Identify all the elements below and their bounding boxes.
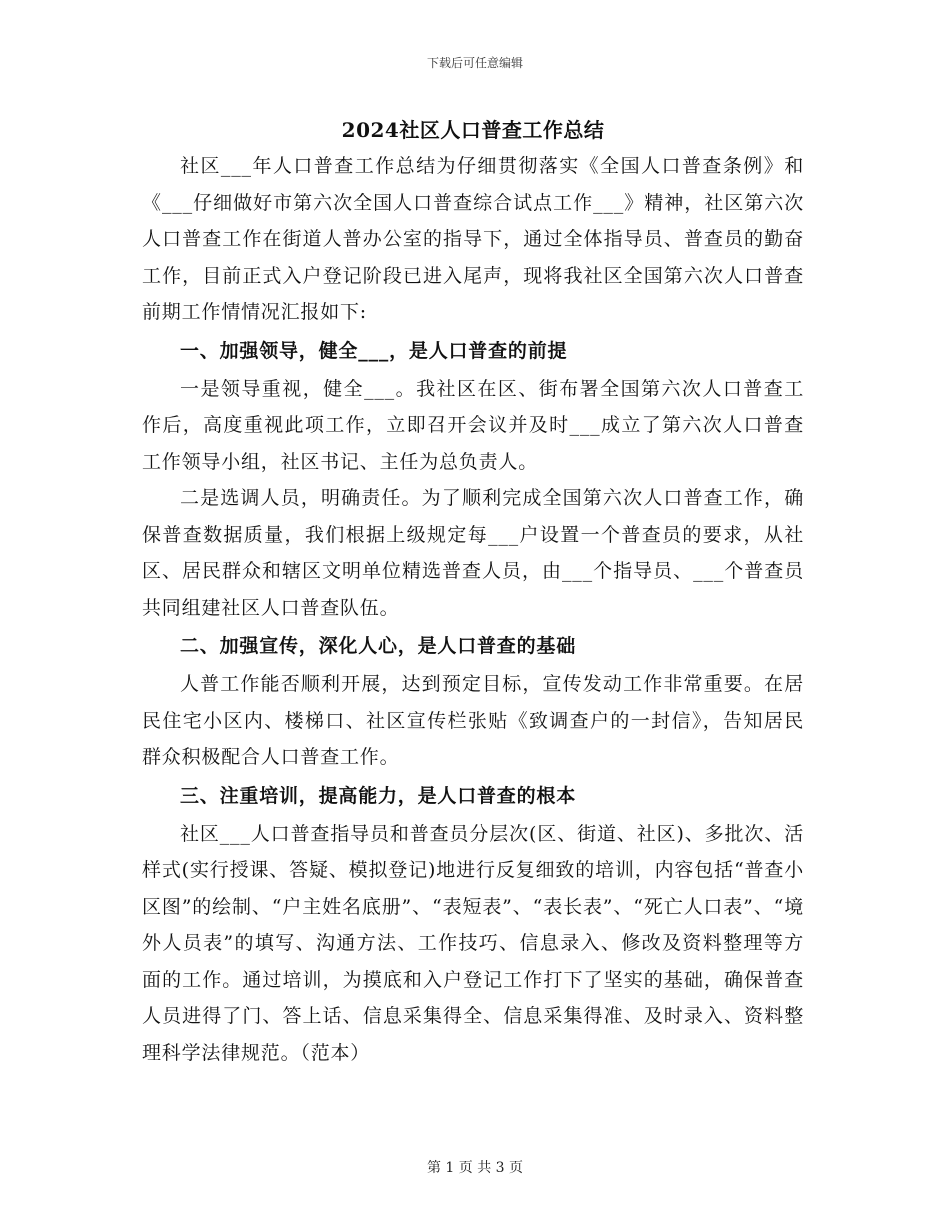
- section-heading-2: 二、加强宣传，深化人心，是人口普查的基础: [180, 635, 577, 657]
- document-body: [142, 112, 804, 1071]
- page-footer-info: 第 1 页 共 3 页: [426, 1160, 524, 1176]
- section3-paragraph-1: 社区___人口普查指导员和普查员分层次(区、街道、社区)、多批次、活样式(实行授课、答疑、模拟登记)地进行反复细致的培训，内容包括“普查小区图”的绘制、“户主姓名底册”、“表短表”、“表长表”、“死亡人口表”、“境外人员表”的填写、沟通方法、工作技巧、信息录入、修改及资料整理等方面的工作。通过培训，为摸底和入户登记工作打下了坚实的基础，确保普查人员进得了门、答上话、信息采集得全、信息采集得准、及时录入、资料整理科学法律规范。（范本）: [142, 822, 804, 1064]
- intro-paragraph: 社区___年人口普查工作总结为仔细贯彻落实《全国人口普查条例》和《___仔细做好市第六次全国人口普查综合试点工作___》精神，社区第六次人口普查工作在街道人普办公室的指导下，通过全体指导员、普查员的勤奋工作，目前正式入户登记阶段已进入尾声，现将我社区全国第六次人口普查前期工作情情况汇报如下:: [142, 155, 804, 323]
- section-heading-1: 一、加强领导，健全___，是人口普查的前提: [180, 339, 568, 362]
- section2-paragraph-1: 人普工作能否顺利开展，达到预定目标，宣传发动工作非常重要。在居民住宅小区内、楼梯口、社区宣传栏张贴《致调查户的一封信》，告知居民群众积极配合人口普查工作。: [142, 673, 804, 768]
- page-header-note: 下载后可任意编辑: [426, 56, 523, 70]
- section1-paragraph-1: 一是领导重视，健全___。我社区在区、街布署全国第六次人口普查工作后，高度重视此项工作，立即召开会议并及时___成立了第六次人口普查工作领导小组，社区书记、主任为总负责人。: [142, 377, 804, 473]
- section1-paragraph-2: 二是选调人员，明确责任。为了顺利完成全国第六次人口普查工作，确保普查数据质量，我们根据上级规定每___户设置一个普查员的要求，从社区、居民群众和辖区文明单位精选普查人员，由___个指导员、___个普查员共同组建社区人口普查队伍。: [142, 487, 804, 619]
- document-title: 2024社区人口普查工作总结: [341, 118, 605, 142]
- section-heading-3: 三、注重培训，提高能力，是人口普查的根本: [180, 784, 577, 807]
